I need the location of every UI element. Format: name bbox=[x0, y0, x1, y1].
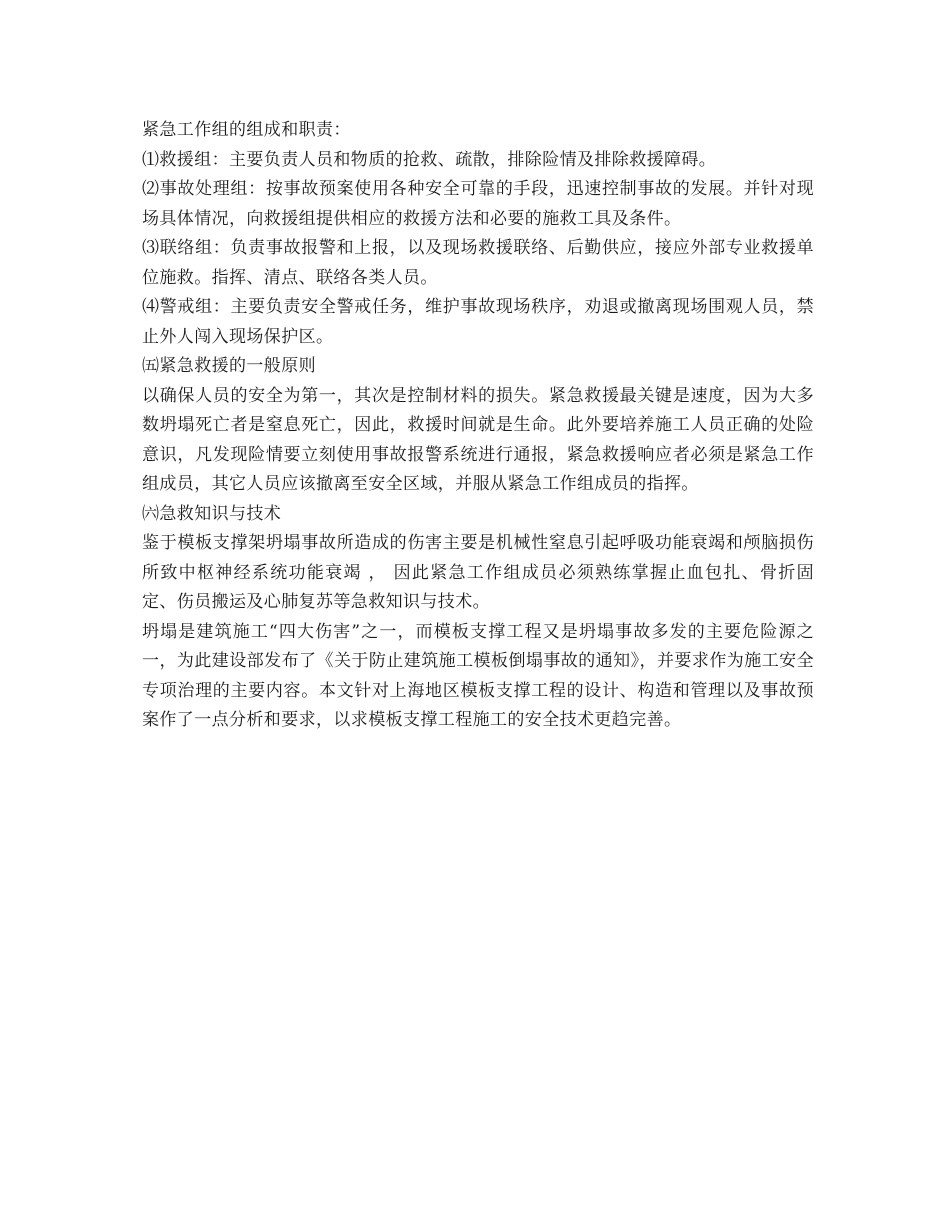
paragraph-conclusion: 坍塌是建筑施工“四大伤害”之一，而模板支撑工程又是坍塌事故多发的主要危险源之一，为此建设部发布了《关于防止建筑施工模板倒塌事故的通知》，并要求作为施工安全专项治理的主要内容。本文针对上海地区模板支撑工程的设计、构造和管理以及事故预案作了一点分析和要求，以求模板支撑工程施工的安全技术更趋完善。 bbox=[142, 621, 814, 730]
paragraph-guard-group: ⑷警戒组：主要负责安全警戒任务，维护事故现场秩序，劝退或撤离现场围观人员，禁止外人闯入现场保护区。 bbox=[142, 297, 814, 347]
document-page bbox=[142, 116, 814, 736]
section-heading-first-aid: ㈥急救知识与技术 bbox=[142, 503, 282, 524]
section-heading-emergency-team: 紧急工作组的组成和职责： bbox=[142, 120, 351, 140]
section-heading-rescue-principles: ㈤紧急救援的一般原则 bbox=[142, 356, 316, 376]
paragraph-first-aid: 鉴于模板支撑架坍塌事故所造成的伤害主要是机械性窒息引起呼吸功能衰竭和颅脑损伤所致中枢神经系统功能衰竭 ， 因此紧急工作组成员必须熟练掌握止血包扎、骨折固定、伤员搬运及心肺复苏等急救知识与技术。 bbox=[142, 533, 814, 612]
paragraph-liaison-group: ⑶联络组：负责事故报警和上报，以及现场救援联络、后勤供应，接应外部专业救援单位施救。指挥、清点、联络各类人员。 bbox=[142, 238, 814, 288]
paragraph-accident-handling-group: ⑵事故处理组：按事故预案使用各种安全可靠的手段，迅速控制事故的发展。并针对现场具体情况，向救援组提供相应的救援方法和必要的施救工具及条件。 bbox=[142, 179, 814, 229]
paragraph-rescue-principles: 以确保人员的安全为第一，其次是控制材料的损失。紧急救援最关键是速度，因为大多数坍塌死亡者是窒息死亡，因此，救援时间就是生命。此外要培养施工人员正确的处险意识，凡发现险情要立刻使用事故报警系统进行通报，紧急救援响应者必须是紧急工作组成员，其它人员应该撤离至安全区域，并服从紧急工作组成员的指挥。 bbox=[142, 385, 814, 494]
paragraph-rescue-group: ⑴救援组：主要负责人员和物质的抢救、疏散，排除险情及排除救援障碍。 bbox=[142, 149, 717, 170]
